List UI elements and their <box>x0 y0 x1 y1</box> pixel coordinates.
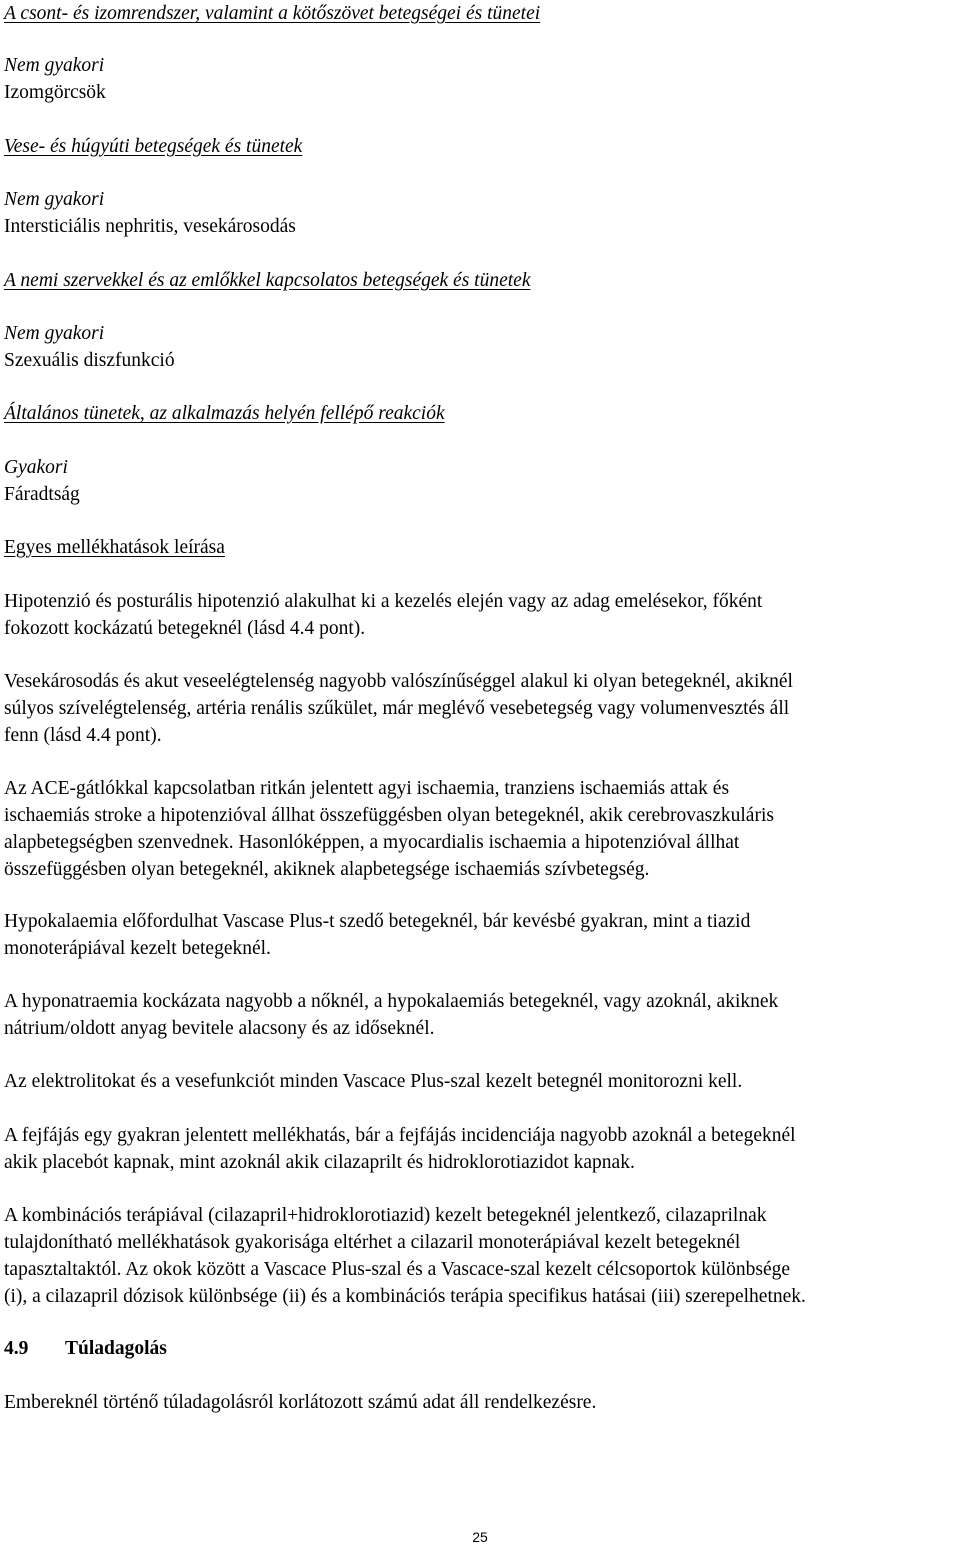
paragraph-line: súlyos szívelégtelenség, artéria renális szűkület, már meglévő vesebetegség vagy volumenvesztés áll <box>4 698 790 719</box>
soc-block-musculoskeletal <box>4 0 540 27</box>
soc-heading: A csont- és izomrendszer, valamint a kötőszövet betegségei és tünetei <box>4 3 541 24</box>
paragraph-line: A kombinációs terápiával (cilazapril+hidroklorotiazid) kezelt betegeknél jelentkező, cilazaprilnak <box>4 1205 767 1226</box>
soc-block-renal <box>4 133 302 160</box>
paragraph-line: összefüggésben olyan betegeknél, akiknek alapbetegsége ischaemiás szívbetegség. <box>4 859 650 880</box>
freq-block-musculoskeletal <box>4 52 106 106</box>
soc-heading: A nemi szervekkel és az emlőkkel kapcsolatos betegségek és tünetek <box>4 270 531 291</box>
paragraph-hypotension <box>4 588 762 642</box>
frequency-label: Nem gyakori <box>4 55 105 76</box>
adverse-reaction-item: Szexuális diszfunkció <box>4 350 175 371</box>
adverse-reaction-item: Fáradtság <box>4 484 80 505</box>
paragraph-line: fokozott kockázatú betegeknél (lásd 4.4 pont). <box>4 618 366 639</box>
paragraph-line: ischaemiás stroke a hipotenzióval állhat összefüggésben olyan betegeknél, akik cerebrovaszkuláris <box>4 805 774 826</box>
paragraph-line: Az ACE-gátlókkal kapcsolatban ritkán jelentett agyi ischaemia, tranziens ischaemiás attak és <box>4 778 730 799</box>
paragraph-renal-failure <box>4 668 793 749</box>
adverse-reaction-item: Izomgörcsök <box>4 82 106 103</box>
paragraph-line: tulajdonítható mellékhatások gyakorisága eltérhet a cilazaril monoterápiával kezelt betegeknél <box>4 1232 741 1253</box>
adverse-reaction-item: Intersticiális nephritis, vesekárosodás <box>4 216 296 237</box>
section-number: 4.9 <box>4 1338 29 1359</box>
paragraph-hyponatraemia <box>4 988 778 1042</box>
soc-heading: Általános tünetek, az alkalmazás helyén fellépő reakciók <box>4 403 445 424</box>
frequency-label: Nem gyakori <box>4 189 105 210</box>
paragraph-line: monoterápiával kezelt betegeknél. <box>4 938 271 959</box>
section-title: Túladagolás <box>65 1338 167 1359</box>
paragraph-line: Embereknél történő túladagolásról korlátozott számú adat áll rendelkezésre. <box>4 1392 597 1413</box>
paragraph-line: akik placebót kapnak, mint azoknál akik cilazaprilt és hidroklorotiazidot kapnak. <box>4 1152 635 1173</box>
frequency-label: Nem gyakori <box>4 323 105 344</box>
paragraph-line: Az elektrolitokat és a vesefunkciót minden Vascace Plus-szal kezelt betegnél monitorozni kell. <box>4 1071 743 1092</box>
section-heading-overdose <box>4 1335 167 1362</box>
paragraph-line: alapbetegségben szenvednek. Hasonlóképpen, a myocardialis ischaemia a hipotenzióval állhat <box>4 832 740 853</box>
paragraph-line: Hypokalaemia előfordulhat Vascase Plus-t szedő betegeknél, bár kevésbé gyakran, mint a tiazid <box>4 911 751 932</box>
paragraph-overdose <box>4 1389 596 1416</box>
paragraph-monitoring <box>4 1068 742 1095</box>
freq-block-reproductive <box>4 320 175 374</box>
paragraph-line: (i), a cilazapril dózisok különbsége (ii) és a kombinációs terápia specifikus hatásai (iii) szerepelhetnek. <box>4 1286 806 1307</box>
paragraph-hypokalaemia <box>4 908 750 962</box>
soc-block-general <box>4 400 445 427</box>
subheading-block <box>4 534 225 561</box>
paragraph-line: nátrium/oldott anyag bevitele alacsony és az időseknél. <box>4 1018 435 1039</box>
paragraph-line: fenn (lásd 4.4 pont). <box>4 725 162 746</box>
paragraph-line: Hipotenzió és posturális hipotenzió alakulhat ki a kezelés elején vagy az adag emelésekor, főként <box>4 591 763 612</box>
frequency-label: Gyakori <box>4 457 68 478</box>
page-number: 25 <box>472 1529 488 1545</box>
paragraph-ischaemia <box>4 775 774 883</box>
paragraph-combination-therapy <box>4 1202 806 1310</box>
subheading: Egyes mellékhatások leírása <box>4 537 225 558</box>
paragraph-line: Vesekárosodás és akut veseelégtelenség nagyobb valószínűséggel alakul ki olyan betegeknél, akiknél <box>4 671 793 692</box>
freq-block-general <box>4 454 80 508</box>
paragraph-line: tapasztaltaktól. Az okok között a Vascace Plus-szal és a Vascace-szal kezelt célcsoportok különbsége <box>4 1259 791 1280</box>
paragraph-line: A fejfájás egy gyakran jelentett mellékhatás, bár a fejfájás incidenciája nagyobb azoknál a betegeknél <box>4 1125 796 1146</box>
freq-block-renal <box>4 186 296 240</box>
paragraph-headache <box>4 1122 796 1176</box>
paragraph-line: A hyponatraemia kockázata nagyobb a nőknél, a hypokalaemiás betegeknél, vagy azoknál, akiknek <box>4 991 779 1012</box>
soc-heading: Vese- és húgyúti betegségek és tünetek <box>4 136 303 157</box>
soc-block-reproductive <box>4 267 530 294</box>
